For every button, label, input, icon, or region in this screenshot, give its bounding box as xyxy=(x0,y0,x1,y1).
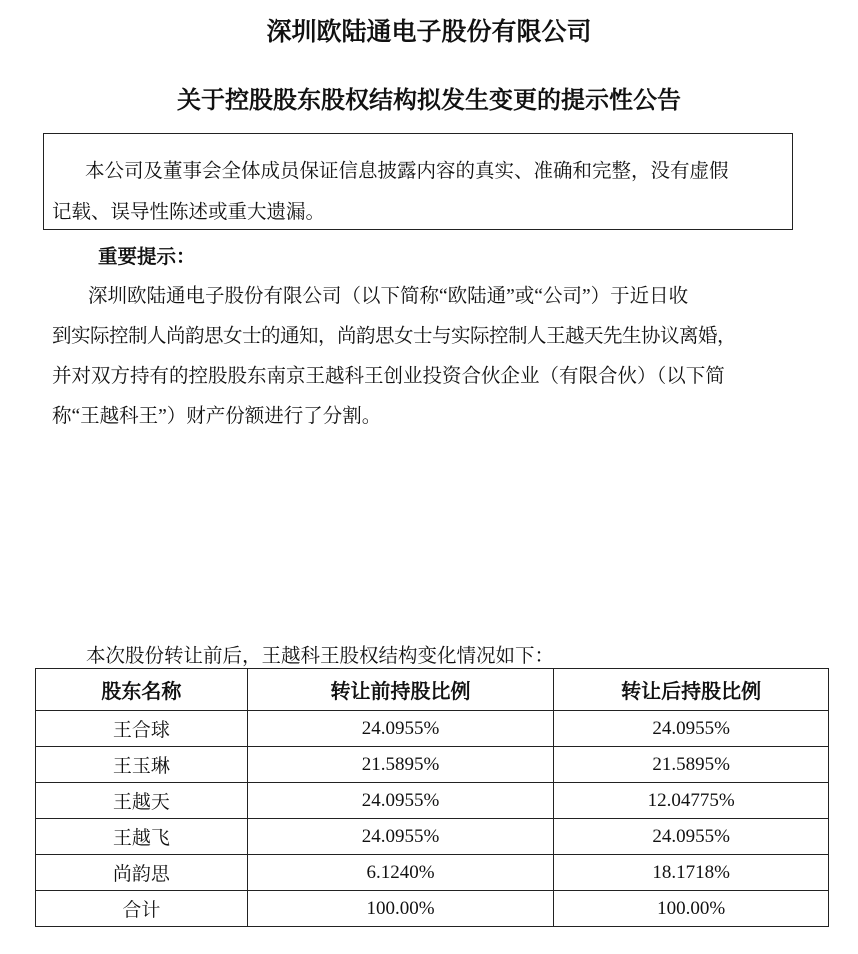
before-ratio: 21.5895% xyxy=(247,747,554,783)
header-after: 转让后持股比例 xyxy=(554,669,829,711)
paragraph-line: 深圳欧陆通电子股份有限公司（以下简称“欧陆通”或“公司”）于近日收 xyxy=(88,286,689,307)
table-row xyxy=(36,855,829,891)
shareholder-name: 王合球 xyxy=(36,711,248,747)
before-ratio: 24.0955% xyxy=(247,819,554,855)
after-ratio: 12.04775% xyxy=(554,783,829,819)
disclaimer-line: 本公司及董事会全体成员保证信息披露内容的真实、准确和完整，没有虚假 xyxy=(85,161,729,182)
table-total-row xyxy=(36,891,829,927)
after-ratio: 24.0955% xyxy=(554,711,829,747)
after-ratio: 24.0955% xyxy=(554,819,829,855)
table-row xyxy=(36,783,829,819)
before-ratio: 24.0955% xyxy=(247,783,554,819)
shareholder-name: 王越飞 xyxy=(36,819,248,855)
after-ratio: 18.1718% xyxy=(554,855,829,891)
disclaimer-line: 记载、误导性陈述或重大遗漏。 xyxy=(52,202,326,223)
table-row xyxy=(36,747,829,783)
header-before: 转让前持股比例 xyxy=(247,669,554,711)
shareholding-table xyxy=(35,668,829,927)
shareholder-name: 尚韵思 xyxy=(36,855,248,891)
table-row xyxy=(36,711,829,747)
paragraph-line: 到实际控制人尚韵思女士的通知，尚韵思女士与实际控制人王越天先生协议离婚， xyxy=(52,326,737,347)
table-intro: 本次股份转让前后，王越科王股权结构变化情况如下： xyxy=(86,646,555,667)
shareholder-name: 王玉琳 xyxy=(36,747,248,783)
announcement-title: 关于控股股东股权结构拟发生变更的提示性公告 xyxy=(177,88,681,114)
paragraph-line: 并对双方持有的控股股东南京王越科王创业投资合伙企业（有限合伙）（以下简 xyxy=(52,366,725,387)
important-heading: 重要提示： xyxy=(98,247,196,268)
table-header-row xyxy=(36,669,829,711)
shareholder-name: 王越天 xyxy=(36,783,248,819)
company-name: 深圳欧陆通电子股份有限公司 xyxy=(266,19,592,46)
after-total: 100.00% xyxy=(554,891,829,927)
before-ratio: 24.0955% xyxy=(247,711,554,747)
header-shareholder: 股东名称 xyxy=(36,669,248,711)
total-label: 合计 xyxy=(36,891,248,927)
before-total: 100.00% xyxy=(247,891,554,927)
after-ratio: 21.5895% xyxy=(554,747,829,783)
paragraph-line: 称“王越科王”）财产份额进行了分割。 xyxy=(52,406,382,427)
before-ratio: 6.1240% xyxy=(247,855,554,891)
table-row xyxy=(36,819,829,855)
